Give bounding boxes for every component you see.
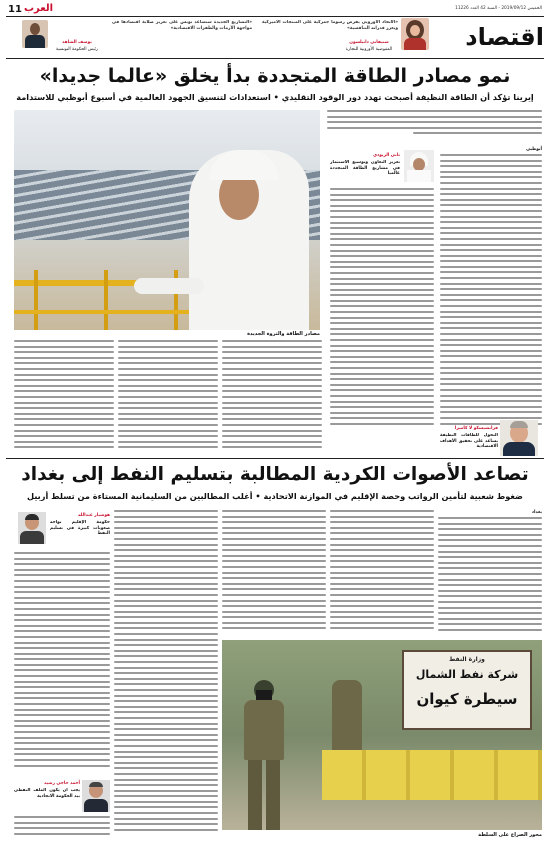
article2-photo-caption: محور الصراع على السلطة [478, 832, 542, 838]
article2-left-box1-text: حكومة الإقليم تواجه صعوبات كبيرة في تسليم النفط [50, 520, 110, 537]
article1-photo-caption: مصادر الطاقة والثروة الجديدة [247, 331, 320, 337]
article1-bottom-box-name: فرانشيسكو لا كاميرا [454, 426, 498, 431]
date-line: الخميس 2019/09/12 - السنة 42 العدد 11226 [455, 6, 542, 11]
article2-left-box1-name: هوشيار عبدالله [78, 513, 110, 518]
right-author-name: ستيفاني دانيلسون [349, 40, 389, 45]
article1-col1 [440, 154, 542, 427]
article1-bottom-box-photo [500, 420, 538, 456]
article2-left-box2-photo [82, 780, 110, 812]
photo-sign-line2: شركة نفط الشمال [415, 668, 519, 681]
article2-col5 [14, 552, 110, 772]
article1-box-text: تعزيز التعاون وتوسيع الاستثمار في مشاريع الطاقة المتجددة عالميا [330, 160, 400, 177]
left-author-photo [22, 20, 48, 48]
article1-col2 [330, 188, 434, 428]
article2-photo [222, 640, 542, 830]
article2-headline: تصاعد الأصوات الكردية المطالبة بتسليم النفط إلى بغداد [21, 464, 529, 485]
right-author-photo [401, 18, 429, 50]
page-number: 11 [8, 4, 22, 15]
article1-dateline: أبوظبي [526, 147, 542, 152]
article2-col6 [14, 816, 110, 840]
article2-col4 [114, 510, 218, 840]
article2-left-box1-photo [18, 512, 46, 544]
article1-intro [327, 110, 542, 144]
article2-subhead: ضغوط شعبية لتأمين الرواتب وحصة الإقليم في الموازنة الاتحادية • أغلب المطالبين من السليمانية المستاءة من تسلط أربيل [27, 491, 523, 501]
right-author-title: المفوضية الأوروبية للتجارة [345, 47, 393, 52]
article2-left-box2-name: أحمد حاجي رشيد [43, 781, 80, 786]
article1-col3 [222, 340, 322, 450]
left-author-title: رئيس الحكومة التونسية [56, 47, 98, 52]
article1-headline: نمو مصادر الطاقة المتجددة بدأ يخلق «عالما جديدا» [39, 65, 511, 87]
left-quote: «التشاريع الجديدة ستساعد تونس على تعزيز صلابة اقتصادها في مواجهة الأزمات والطفرات الاقتصادية» [112, 20, 252, 31]
article2-dateline: بغداد [531, 510, 542, 515]
article1-photo [14, 110, 320, 330]
article2-col1 [438, 517, 542, 637]
photo-sign-line3: سيطرة كيوان [416, 690, 518, 708]
section-title: اقتصاد [465, 23, 544, 51]
article1-col4 [118, 340, 218, 450]
article1-bottom-box-text: التحول للطاقات النظيفة يساعد على تحقيق الأهداف الاقتصادية [440, 433, 498, 450]
article1-box-photo [404, 150, 434, 182]
article1-col5 [14, 340, 114, 450]
article1-subhead: إيرينا تؤكد أن الطاقة النظيفة أصبحت تهدد دور الوقود التقليدي • استعدادات لتنسيق الجهود العالمية في أسبوع أبوظبي للاستدامة [16, 92, 534, 102]
article1-box-name: ثاني الزيودي [373, 153, 400, 158]
photo-sign-line1: وزارة النفط [449, 656, 485, 663]
article2-left-box2-text: يجب أن يكون الملف النفطي بيد الحكومة الاتحادية [14, 788, 80, 799]
left-author-name: يوسف الشاهد [62, 40, 92, 45]
right-quote: «الاتحاد الأوروبي يفرض رسوما جمركية على المنتجات الأميركية ويعزز قدراته التنافسية» [262, 20, 398, 31]
article2-col3 [222, 510, 326, 637]
paper-name: العرب [24, 3, 54, 14]
article2-col2 [330, 510, 434, 637]
